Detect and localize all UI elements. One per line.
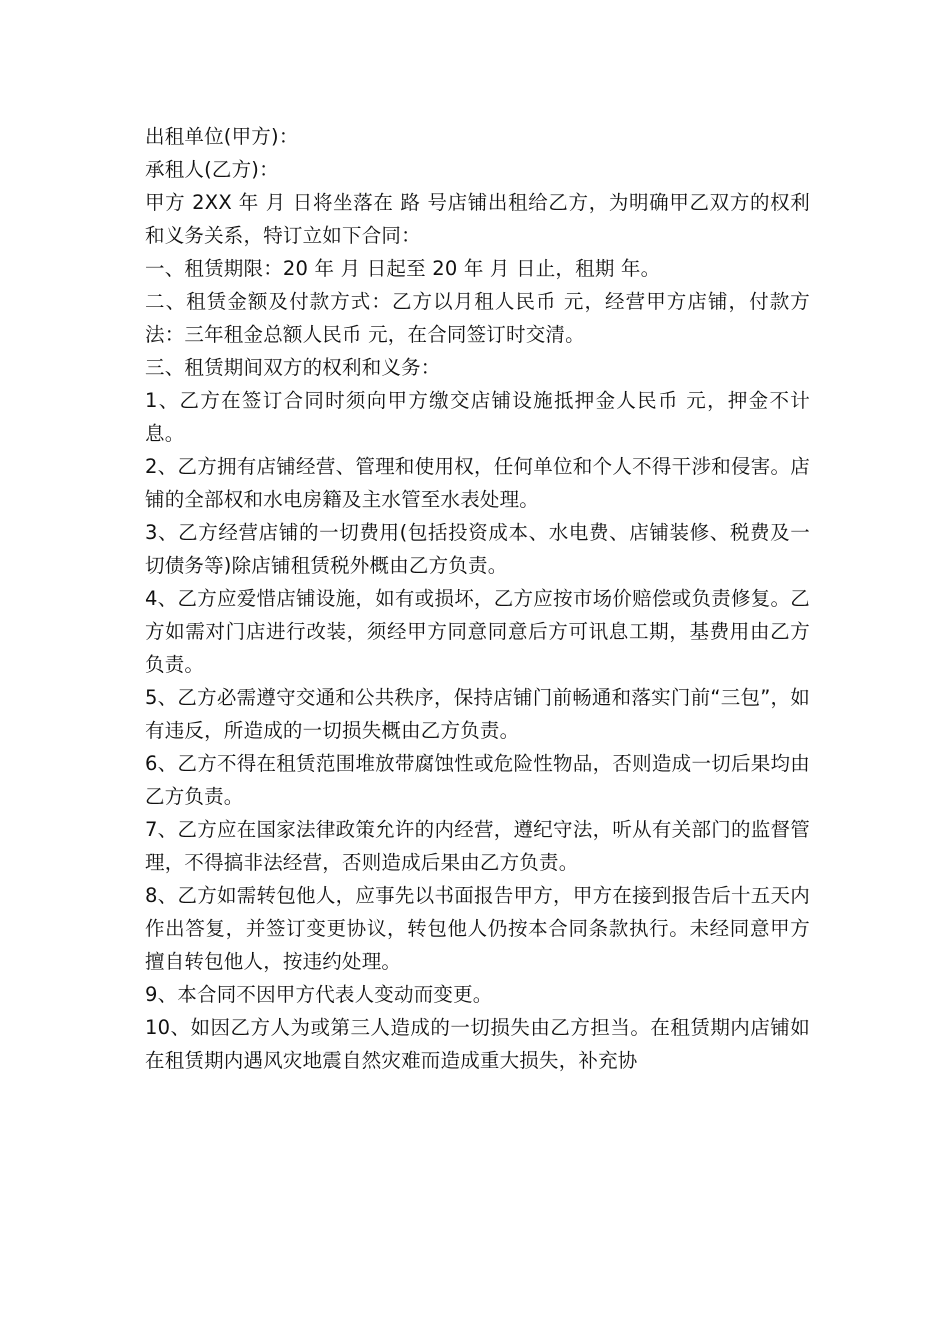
- rent-payment-clause: 二、租赁金额及付款方式：乙方以月租人民币 元，经营甲方店铺，付款方法：三年租金总额人民币 元，在合同签订时交清。: [145, 290, 810, 346]
- rights-obligations-heading: 三、租赁期间双方的权利和义务：: [145, 356, 441, 379]
- clause-9: 9、本合同不因甲方代表人变动而变更。: [145, 983, 493, 1006]
- clause-6: 6、乙方不得在租赁范围堆放带腐蚀性或危险性物品，否则造成一切后果均由乙方负责。: [145, 752, 810, 808]
- lease-term-clause: 一、租赁期限：20 年 月 日起至 20 年 月 日止，租期 年。: [145, 257, 661, 280]
- lessee-line: 承租人(乙方)：: [145, 158, 279, 181]
- clause-2: 2、乙方拥有店铺经营、管理和使用权，任何单位和个人不得干涉和侵害。店铺的全部权和水电房籍及主水管至水表处理。: [145, 455, 810, 511]
- clause-10: 10、如因乙方人为或第三人造成的一切损失由乙方担当。在租赁期内店铺如在租赁期内遇风灾地震自然灾难而造成重大损失，补充协: [145, 1016, 810, 1072]
- contract-body: [145, 120, 810, 1077]
- clause-5: 5、乙方必需遵守交通和公共秩序，保持店铺门前畅通和落实门前“三包”，如有违反，所造成的一切损失概由乙方负责。: [145, 686, 810, 742]
- clause-1: 1、乙方在签订合同时须向甲方缴交店铺设施抵押金人民币 元，押金不计息。: [145, 389, 810, 445]
- lessor-line: 出租单位(甲方)：: [145, 125, 299, 148]
- clause-8: 8、乙方如需转包他人，应事先以书面报告甲方，甲方在接到报告后十五天内作出答复，并签订变更协议，转包他人仍按本合同条款执行。未经同意甲方擅自转包他人，按违约处理。: [145, 884, 810, 973]
- intro-paragraph: 甲方 2XX 年 月 日将坐落在 路 号店铺出租给乙方，为明确甲乙双方的权利和义务关系，特订立如下合同：: [145, 191, 810, 247]
- clause-7: 7、乙方应在国家法律政策允许的内经营，遵纪守法，听从有关部门的监督管理，不得搞非法经营，否则造成后果由乙方负责。: [145, 818, 810, 874]
- clause-3: 3、乙方经营店铺的一切费用(包括投资成本、水电费、店铺装修、税费及一切债务等)除店铺租赁税外概由乙方负责。: [145, 521, 810, 577]
- clause-4: 4、乙方应爱惜店铺设施，如有或损坏，乙方应按市场价赔偿或负责修复。乙方如需对门店进行改装，须经甲方同意同意后方可讯息工期，基费用由乙方负责。: [145, 587, 810, 676]
